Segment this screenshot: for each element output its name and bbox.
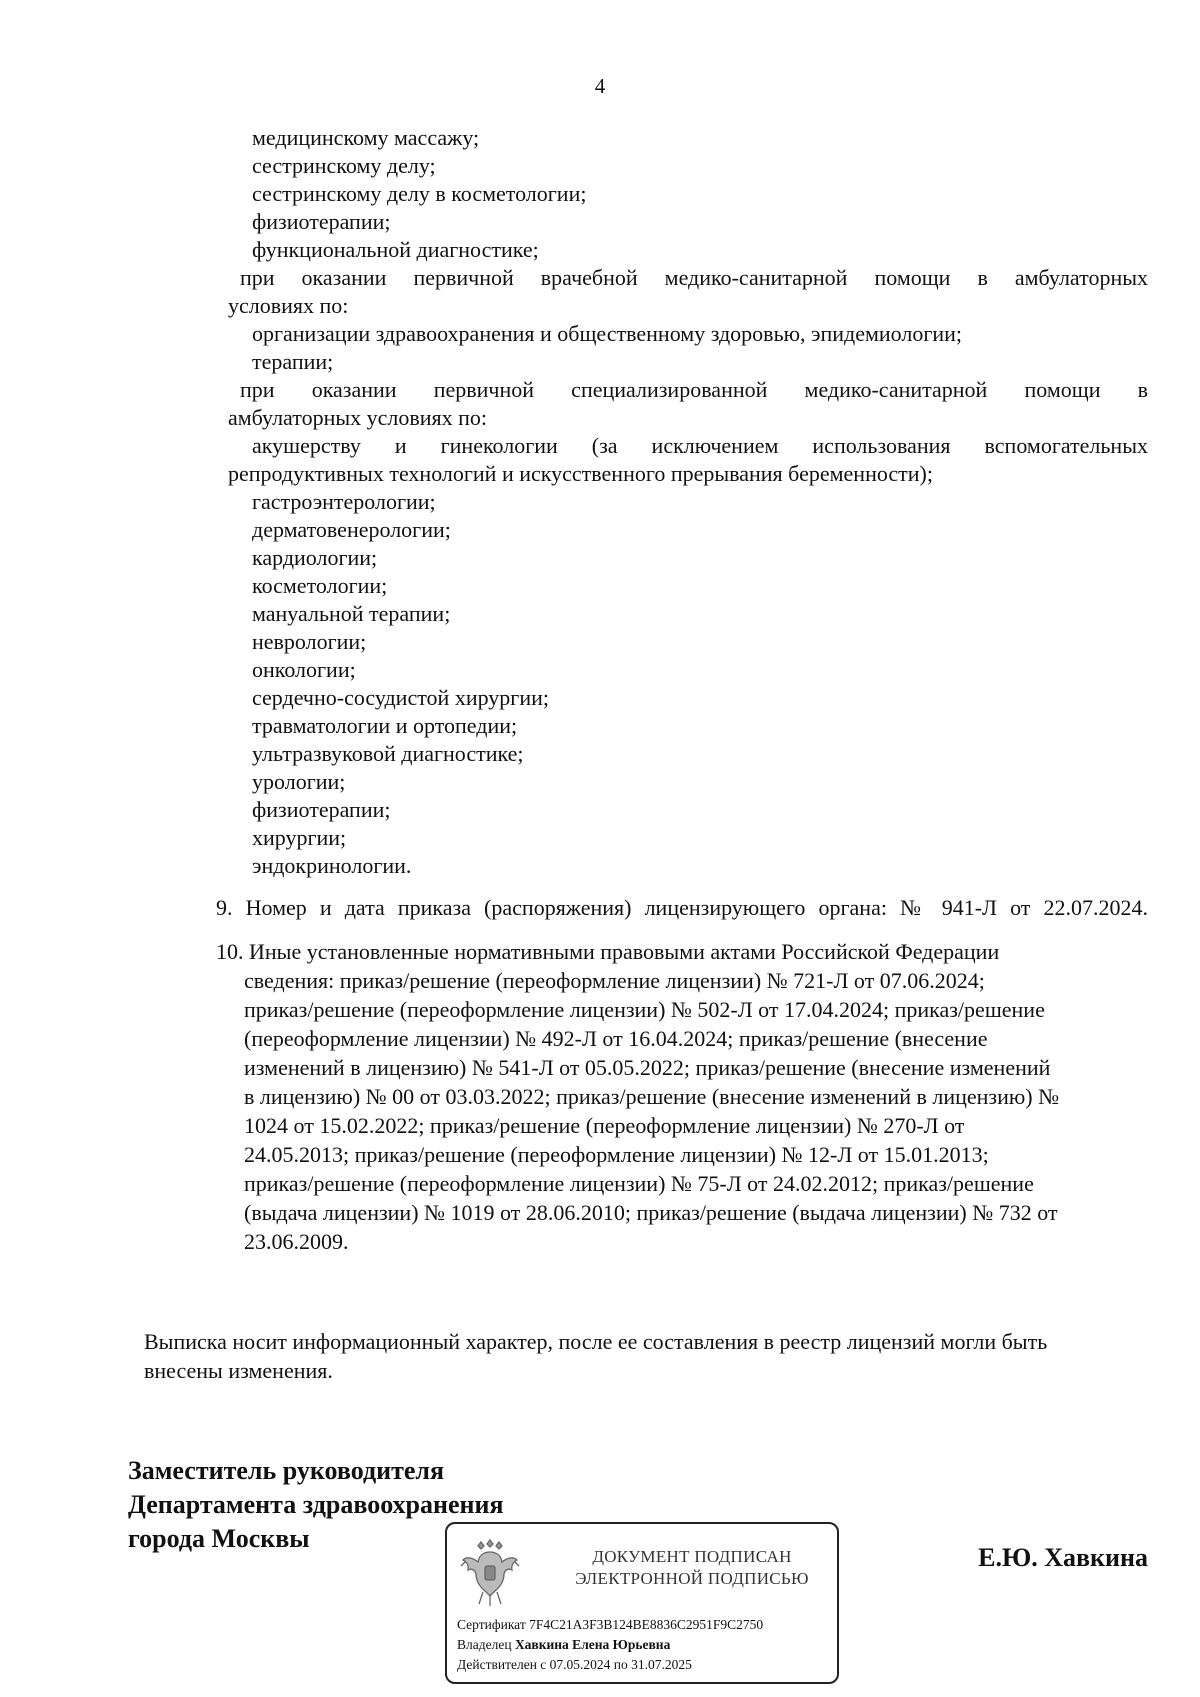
- page-number: 4: [594, 74, 606, 98]
- item-10-line: (выдача лицензии) № 1019 от 28.06.2010; приказ/решение (выдача лицензии) № 732 от: [244, 1200, 1058, 1225]
- specialized-care-heading: при оказании первичной специализированной медико-санитарной помощи в: [240, 377, 1148, 402]
- owner-label: Владелец: [457, 1637, 512, 1652]
- stamp-certificate: [457, 1616, 763, 1634]
- item-10-heading: 10. Иные установленные нормативными правовыми актами Российской Федерации: [216, 939, 1000, 964]
- list-item: физиотерапии;: [252, 209, 391, 234]
- item-10-line: приказ/решение (переоформление лицензии) № 502-Л от 17.04.2024; приказ/решение: [244, 997, 1045, 1022]
- stamp-heading: ДОКУМЕНТ ПОДПИСАН: [592, 1547, 792, 1566]
- list-item: организации здравоохранения и общественному здоровью, эпидемиологии;: [252, 321, 963, 346]
- list-item: кардиологии;: [252, 545, 378, 570]
- list-item: урологии;: [252, 769, 346, 794]
- list-item: дерматовенерологии;: [252, 517, 451, 542]
- coat-of-arms-icon: [459, 1534, 521, 1608]
- item-10-line: приказ/решение (переоформление лицензии) № 75-Л от 24.02.2012; приказ/решение: [244, 1171, 1034, 1196]
- list-item-cont: репродуктивных технологий и искусственного прерывания беременности);: [228, 461, 933, 486]
- signatory-title-line: Заместитель руководителя: [128, 1456, 445, 1485]
- owner-value: Хавкина Елена Юрьевна: [514, 1637, 671, 1652]
- list-item: физиотерапии;: [252, 797, 391, 822]
- list-item: неврологии;: [252, 629, 367, 654]
- list-item: онкологии;: [252, 657, 356, 682]
- item-9-order: 9. Номер и дата приказа (распоряжения) лицензирующего органа: № 941-Л от 22.07.2024.: [216, 895, 1148, 920]
- item-10-line: 23.06.2009.: [244, 1229, 349, 1254]
- list-item: гастроэнтерологии;: [252, 489, 436, 514]
- list-item: функциональной диагностике;: [252, 237, 539, 262]
- informational-note-cont: внесены изменения.: [144, 1358, 333, 1383]
- informational-note: Выписка носит информационный характер, после ее составления в реестр лицензий могли быть: [144, 1329, 1048, 1354]
- list-item: медицинскому массажу;: [252, 125, 480, 150]
- item-10-line: 1024 от 15.02.2022; приказ/решение (переоформление лицензии) № 270-Л от: [244, 1113, 965, 1138]
- primary-care-heading: при оказании первичной врачебной медико-санитарной помощи в амбулаторных: [240, 265, 1148, 290]
- list-item: косметологии;: [252, 573, 388, 598]
- item-10-line: 24.05.2013; приказ/решение (переоформление лицензии) № 12-Л от 15.01.2013;: [244, 1142, 989, 1167]
- list-item: ультразвуковой диагностике;: [252, 741, 524, 766]
- list-item: хирургии;: [252, 825, 347, 850]
- specialized-care-heading-cont: амбулаторных условиях по:: [228, 405, 488, 430]
- certificate-label: Сертификат: [457, 1617, 526, 1632]
- list-item: сестринскому делу в косметологии;: [252, 181, 587, 206]
- item-10-line: (переоформление лицензии) № 492-Л от 16.04.2024; приказ/решение (внесение: [244, 1026, 988, 1051]
- list-item: терапии;: [252, 349, 334, 374]
- list-item: сердечно-сосудистой хирургии;: [252, 685, 549, 710]
- primary-care-heading-cont: условиях по:: [228, 293, 349, 318]
- list-item: сестринскому делу;: [252, 153, 436, 178]
- stamp-heading-cont: ЭЛЕКТРОННОЙ ПОДПИСЬЮ: [575, 1569, 809, 1588]
- signatory-title-line: города Москвы: [128, 1524, 310, 1553]
- list-item: акушерству и гинекологии (за исключением использования вспомогательных: [252, 433, 1148, 458]
- signatory-title-line: Департамента здравоохранения: [128, 1490, 504, 1519]
- e-signature-stamp: [445, 1522, 839, 1684]
- list-item: мануальной терапии;: [252, 601, 451, 626]
- item-10-line: сведения: приказ/решение (переоформление лицензии) № 721-Л от 07.06.2024;: [244, 968, 985, 993]
- certificate-value: 7F4C21A3F3B124BE8836C2951F9C2750: [529, 1617, 764, 1632]
- stamp-validity: Действителен с 07.05.2024 по 31.07.2025: [457, 1657, 692, 1672]
- item-10-line: изменений в лицензию) № 541-Л от 05.05.2022; приказ/решение (внесение изменений: [244, 1055, 1051, 1080]
- list-item: эндокринологии.: [252, 853, 412, 878]
- signatory-name: Е.Ю. Хавкина: [978, 1543, 1148, 1572]
- list-item: травматологии и ортопедии;: [252, 713, 518, 738]
- item-10-line: в лицензию) № 00 от 03.03.2022; приказ/решение (внесение изменений в лицензию) №: [244, 1084, 1060, 1109]
- stamp-owner: [457, 1636, 670, 1654]
